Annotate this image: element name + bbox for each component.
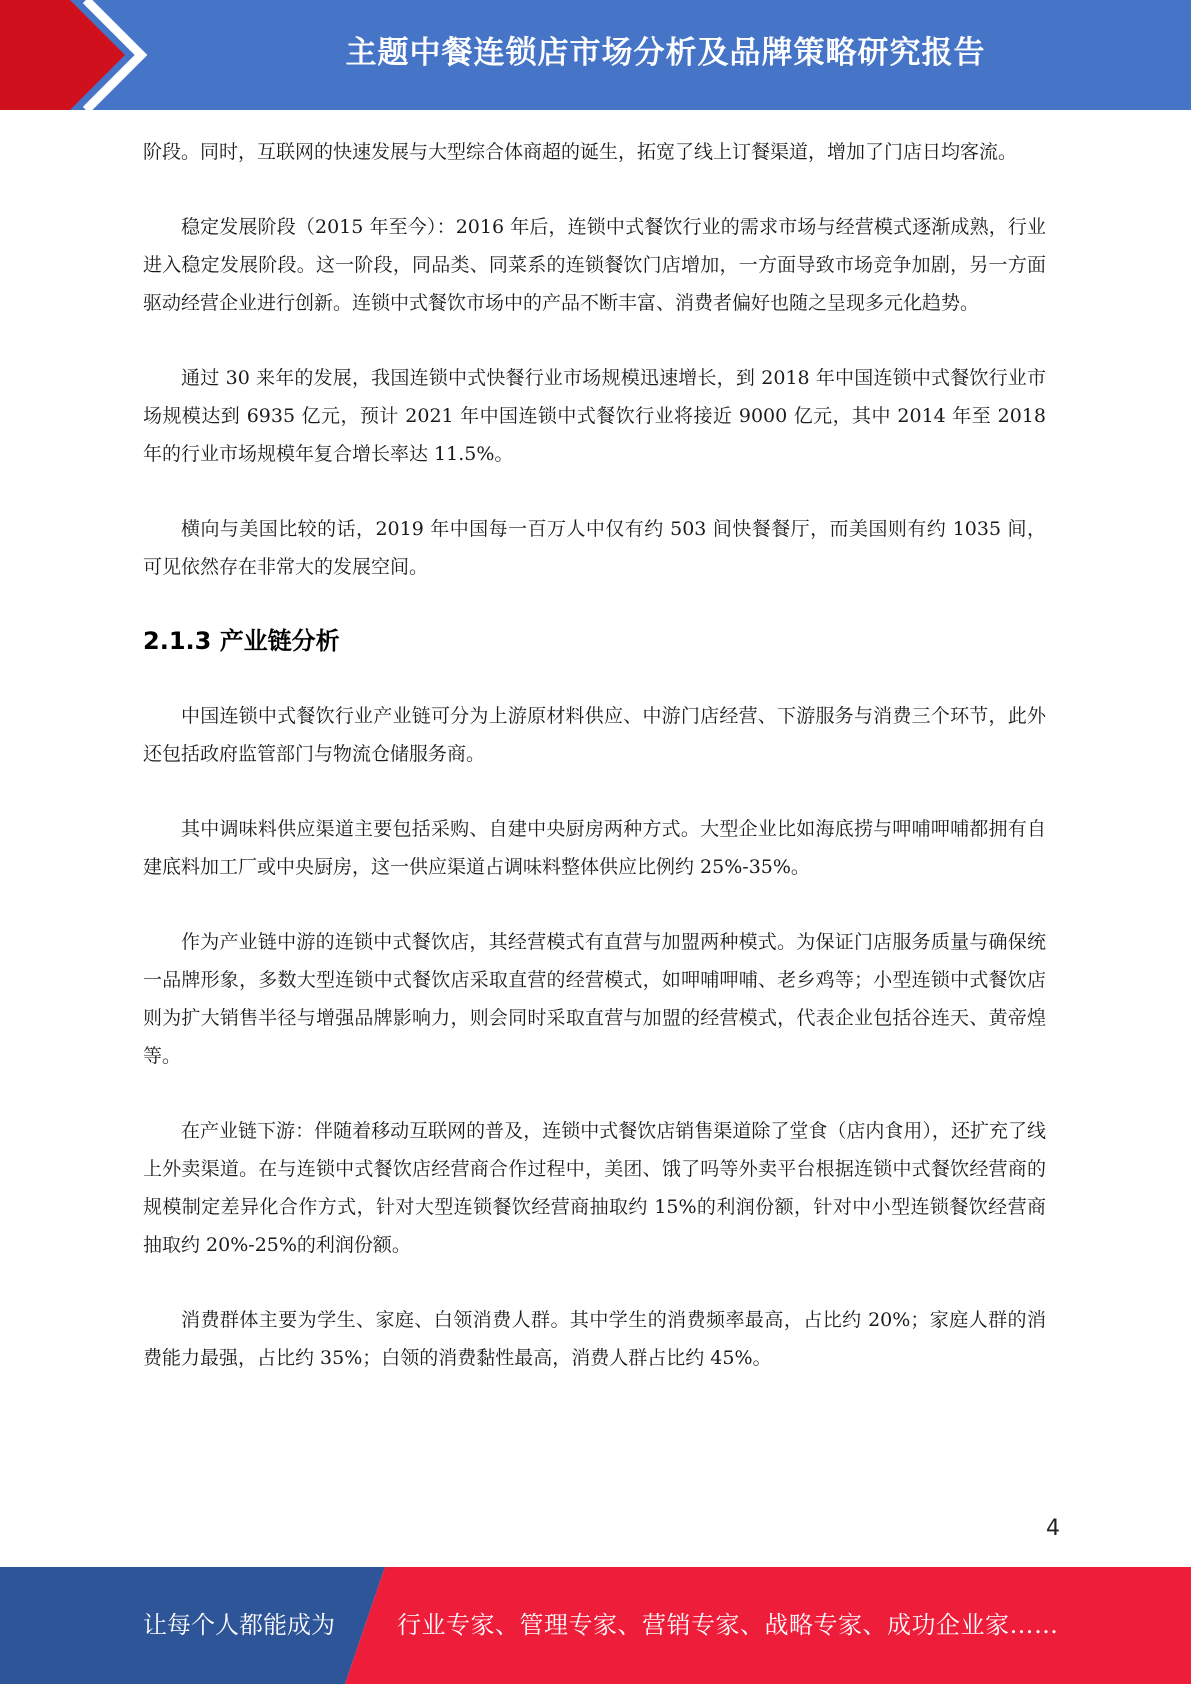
section-heading: 2.1.3 产业链分析 [143,627,340,655]
page-number: 4 [1046,1516,1060,1541]
paragraph: 通过 30 来年的发展，我国连锁中式快餐行业市场规模迅速增长，到 2018 年中国连锁中式餐饮行业市场规模达到 6935 亿元，预计 2021 年中国连锁中式餐饮行业将接近 9000 亿元，其中 2014 年至 2018 年的行业市场规模年复合增长率达 11.5%。 [143,367,1046,465]
paragraph: 作为产业链中游的连锁中式餐饮店，其经营模式有直营与加盟两种模式。为保证门店服务质量与确保统一品牌形象，多数大型连锁中式餐饮店采取直营的经营模式，如呷哺呷哺、老乡鸡等；小型连锁中式餐饮店则为扩大销售半径与增强品牌影响力，则会同时采取直营与加盟的经营模式，代表企业包括谷连天、黄帝煌等。 [143,931,1046,1067]
footer-slogan-left: 让每个人都能成为 [143,1611,335,1639]
paragraph: 消费群体主要为学生、家庭、白领消费人群。其中学生的消费频率最高，占比约 20%；家庭人群的消费能力最强，占比约 35%；白领的消费黏性最高，消费人群占比约 45%。 [143,1309,1046,1369]
footer-slogan-right: 行业专家、管理专家、营销专家、战略专家、成功企业家…… [397,1611,1059,1639]
paragraph: 阶段。同时，互联网的快速发展与大型综合体商超的诞生，拓宽了线上订餐渠道，增加了门店日均客流。 [143,141,1018,163]
paragraph: 在产业链下游：伴随着移动互联网的普及，连锁中式餐饮店销售渠道除了堂食（店内食用），还扩充了线上外卖渠道。在与连锁中式餐饮店经营商合作过程中，美团、饿了吗等外卖平台根据连锁中式餐饮经营商的规模制定差异化合作方式，针对大型连锁餐饮经营商抽取约 15%的利润份额，针对中小型连锁餐饮经营商抽取约 20%-25%的利润份额。 [143,1120,1046,1256]
paragraph: 横向与美国比较的话，2019 年中国每一百万人中仅有约 503 间快餐餐厅，而美国则有约 1035 间，可见依然存在非常大的发展空间。 [143,518,1046,578]
page-footer [0,1567,1191,1684]
header-title: 主题中餐连锁店市场分析及品牌策略研究报告 [345,35,986,71]
paragraph: 中国连锁中式餐饮行业产业链可分为上游原材料供应、中游门店经营、下游服务与消费三个环节，此外还包括政府监管部门与物流仓储服务商。 [143,705,1046,765]
paragraph: 其中调味料供应渠道主要包括采购、自建中央厨房两种方式。大型企业比如海底捞与呷哺呷哺都拥有自建底料加工厂或中央厨房，这一供应渠道占调味料整体供应比例约 25%-35%。 [143,818,1046,878]
paragraph: 稳定发展阶段（2015 年至今）：2016 年后，连锁中式餐饮行业的需求市场与经营模式逐渐成熟，行业进入稳定发展阶段。这一阶段，同品类、同菜系的连锁餐饮门店增加，一方面导致市场竞争加剧，另一方面驱动经营企业进行创新。连锁中式餐饮市场中的产品不断丰富、消费者偏好也随之呈现多元化趋势。 [143,216,1046,314]
page-header [0,0,1191,110]
document-body [143,133,1046,1414]
